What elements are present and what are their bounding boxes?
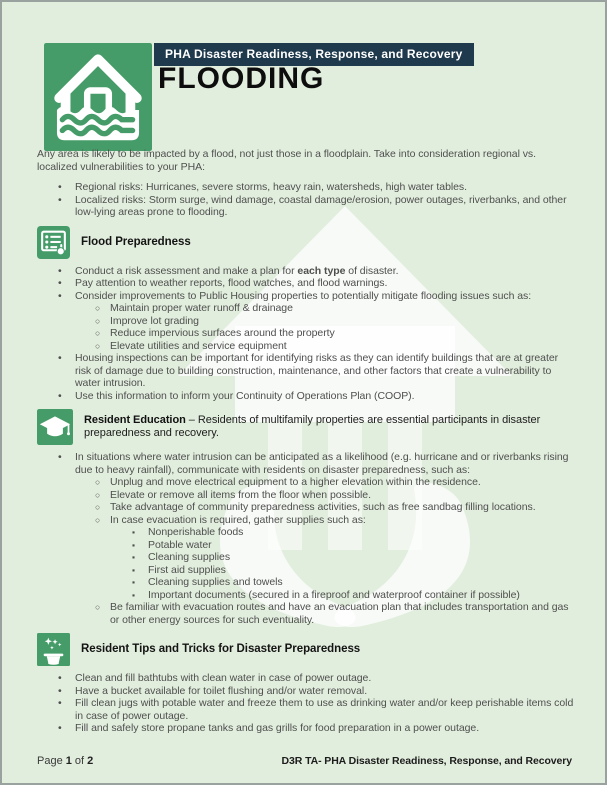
- list-item: • Regional risks: Hurricanes, severe storms, heavy rain, watersheds, high water tables.: [58, 181, 468, 193]
- list-item: • Localized risks: Storm surge, wind damage, coastal damage/erosion, power outages, riverbanks, and other low-lying areas prone to flooding.: [58, 193, 567, 218]
- list-item: ▪ Potable water: [132, 538, 212, 551]
- list-item: ○ Improve lot grading: [95, 314, 199, 327]
- bullet-marker: ○: [95, 514, 101, 525]
- section-resident-education: [37, 409, 575, 445]
- bullet-marker: •: [58, 451, 62, 463]
- list-item: ○ Maintain proper water runoff & drainage: [95, 302, 293, 314]
- list-item: • Fill and safely store propane tanks and gas grills for food preparation in a power outage.: [58, 722, 480, 734]
- footer-document-title: D3R TA- PHA Disaster Readiness, Response, and Recovery: [281, 755, 572, 767]
- intro-paragraph: Any area is likely to be impacted by a flood, not just those in a floodplain. Take into consideration regional vs. localized vulnerabilities to your PHA:: [37, 148, 536, 173]
- section-heading: Resident Education – Residents of multifamily properties are essential participants in disaster preparedness and recovery.: [84, 413, 541, 439]
- list-item: ○ Unplug and move electrical equipment to a higher elevation within the residence.: [95, 476, 481, 488]
- list-item: • Conduct a risk assessment and make a plan for each type of disaster.: [58, 264, 399, 277]
- section-resident-tips: [37, 633, 575, 666]
- list-item: ▪ First aid supplies: [132, 563, 226, 576]
- bullet-marker: ○: [95, 477, 101, 487]
- list-item: • Clean and fill bathtubs with clean water in case of power outage.: [58, 672, 372, 684]
- bullet-marker: ○: [95, 602, 101, 612]
- bullet-marker: ▪: [132, 589, 135, 600]
- section-heading: Flood Preparedness: [81, 235, 191, 248]
- list-item: • Fill clean jugs with potable water and freeze them to use as drinking water and/or keep perishable items cold in case of power outage.: [58, 697, 574, 722]
- resident-education-list: [37, 451, 575, 626]
- list-item: • Have a bucket available for toilet flushing and/or water removal.: [58, 684, 368, 697]
- intro-bullet-list: [37, 181, 575, 219]
- bullet-marker: ▪: [132, 564, 135, 575]
- bullet-marker: •: [58, 722, 62, 734]
- bullet-marker: ▪: [132, 552, 135, 562]
- section-flood-preparedness: [37, 226, 575, 259]
- page-title: FLOODING: [158, 62, 325, 95]
- bullet-marker: ▪: [132, 527, 135, 537]
- list-item: ▪ Nonperishable foods: [132, 526, 244, 538]
- header: [2, 2, 605, 148]
- bullet-marker: •: [58, 672, 62, 684]
- list-item: ▪ Cleaning supplies: [132, 551, 231, 563]
- banner-text: PHA Disaster Readiness, Response, and Recovery: [165, 47, 463, 61]
- bullet-marker: •: [58, 193, 62, 206]
- list-item: ○ Elevate utilities and service equipment: [95, 339, 287, 352]
- graduation-cap-icon: [37, 409, 73, 445]
- list-item: • Housing inspections can be important for identifying risks as they can identify buildings that are at greater risk of damage due to building construction, maintenance, and other factors that create a vulnerability to water intrusion.: [58, 352, 559, 389]
- list-item: • In situations where water intrusion can be anticipated as a likelihood (e.g. hurricane and or riverbanks rising due to heavy rainfall), communicate with residents on disaster preparedness, such as:: [58, 451, 569, 476]
- page-number: Page 1 of 2: [37, 755, 94, 767]
- bullet-marker: •: [58, 684, 62, 697]
- list-item: ▪ Cleaning supplies and towels: [132, 576, 283, 588]
- magic-hat-icon: [37, 633, 70, 666]
- bullet-marker: •: [58, 277, 62, 289]
- list-item: ▪ Important documents (secured in a fireproof and waterproof container if possible): [132, 588, 520, 601]
- list-item: ○ In case evacuation is required, gather supplies such as:: [95, 513, 366, 526]
- list-item: • Use this information to inform your Continuity of Operations Plan (COOP).: [58, 389, 415, 402]
- bullet-marker: •: [58, 181, 62, 193]
- bullet-marker: ▪: [132, 539, 135, 550]
- bullet-marker: ○: [95, 303, 101, 313]
- list-item: ○ Be familiar with evacuation routes and have an evacuation plan that includes transportation and gas or other energy sources for such eventuality.: [95, 601, 569, 626]
- bullet-marker: ○: [95, 489, 101, 500]
- bullet-marker: •: [58, 697, 62, 709]
- list-item: ○ Elevate or remove all items from the floor when possible.: [95, 488, 371, 501]
- bullet-marker: •: [58, 389, 62, 402]
- list-item: • Consider improvements to Public Housing properties to potentially mitigate flooding issues such as:: [58, 289, 532, 302]
- section-heading: Resident Tips and Tricks for Disaster Preparedness: [81, 643, 361, 656]
- bullet-marker: ○: [95, 315, 101, 326]
- flood-preparedness-list: [37, 265, 575, 403]
- bullet-marker: ▪: [132, 577, 135, 587]
- list-item: • Pay attention to weather reports, flood watches, and flood warnings.: [58, 277, 388, 289]
- page-footer: [37, 755, 572, 767]
- bullet-marker: ○: [95, 328, 101, 338]
- bullet-marker: •: [58, 289, 62, 302]
- checklist-icon: [37, 226, 70, 259]
- list-item: ○ Take advantage of community preparedness activities, such as free sandbag filling locations.: [95, 501, 536, 513]
- document-body: [2, 148, 605, 735]
- bullet-marker: •: [58, 352, 62, 364]
- bullet-marker: ○: [95, 502, 101, 512]
- list-item: ○ Reduce impervious surfaces around the property: [95, 327, 335, 339]
- bullet-marker: •: [58, 264, 62, 277]
- bullet-marker: ○: [95, 340, 101, 351]
- resident-tips-list: [37, 672, 575, 735]
- flooded-house-icon: [44, 42, 152, 152]
